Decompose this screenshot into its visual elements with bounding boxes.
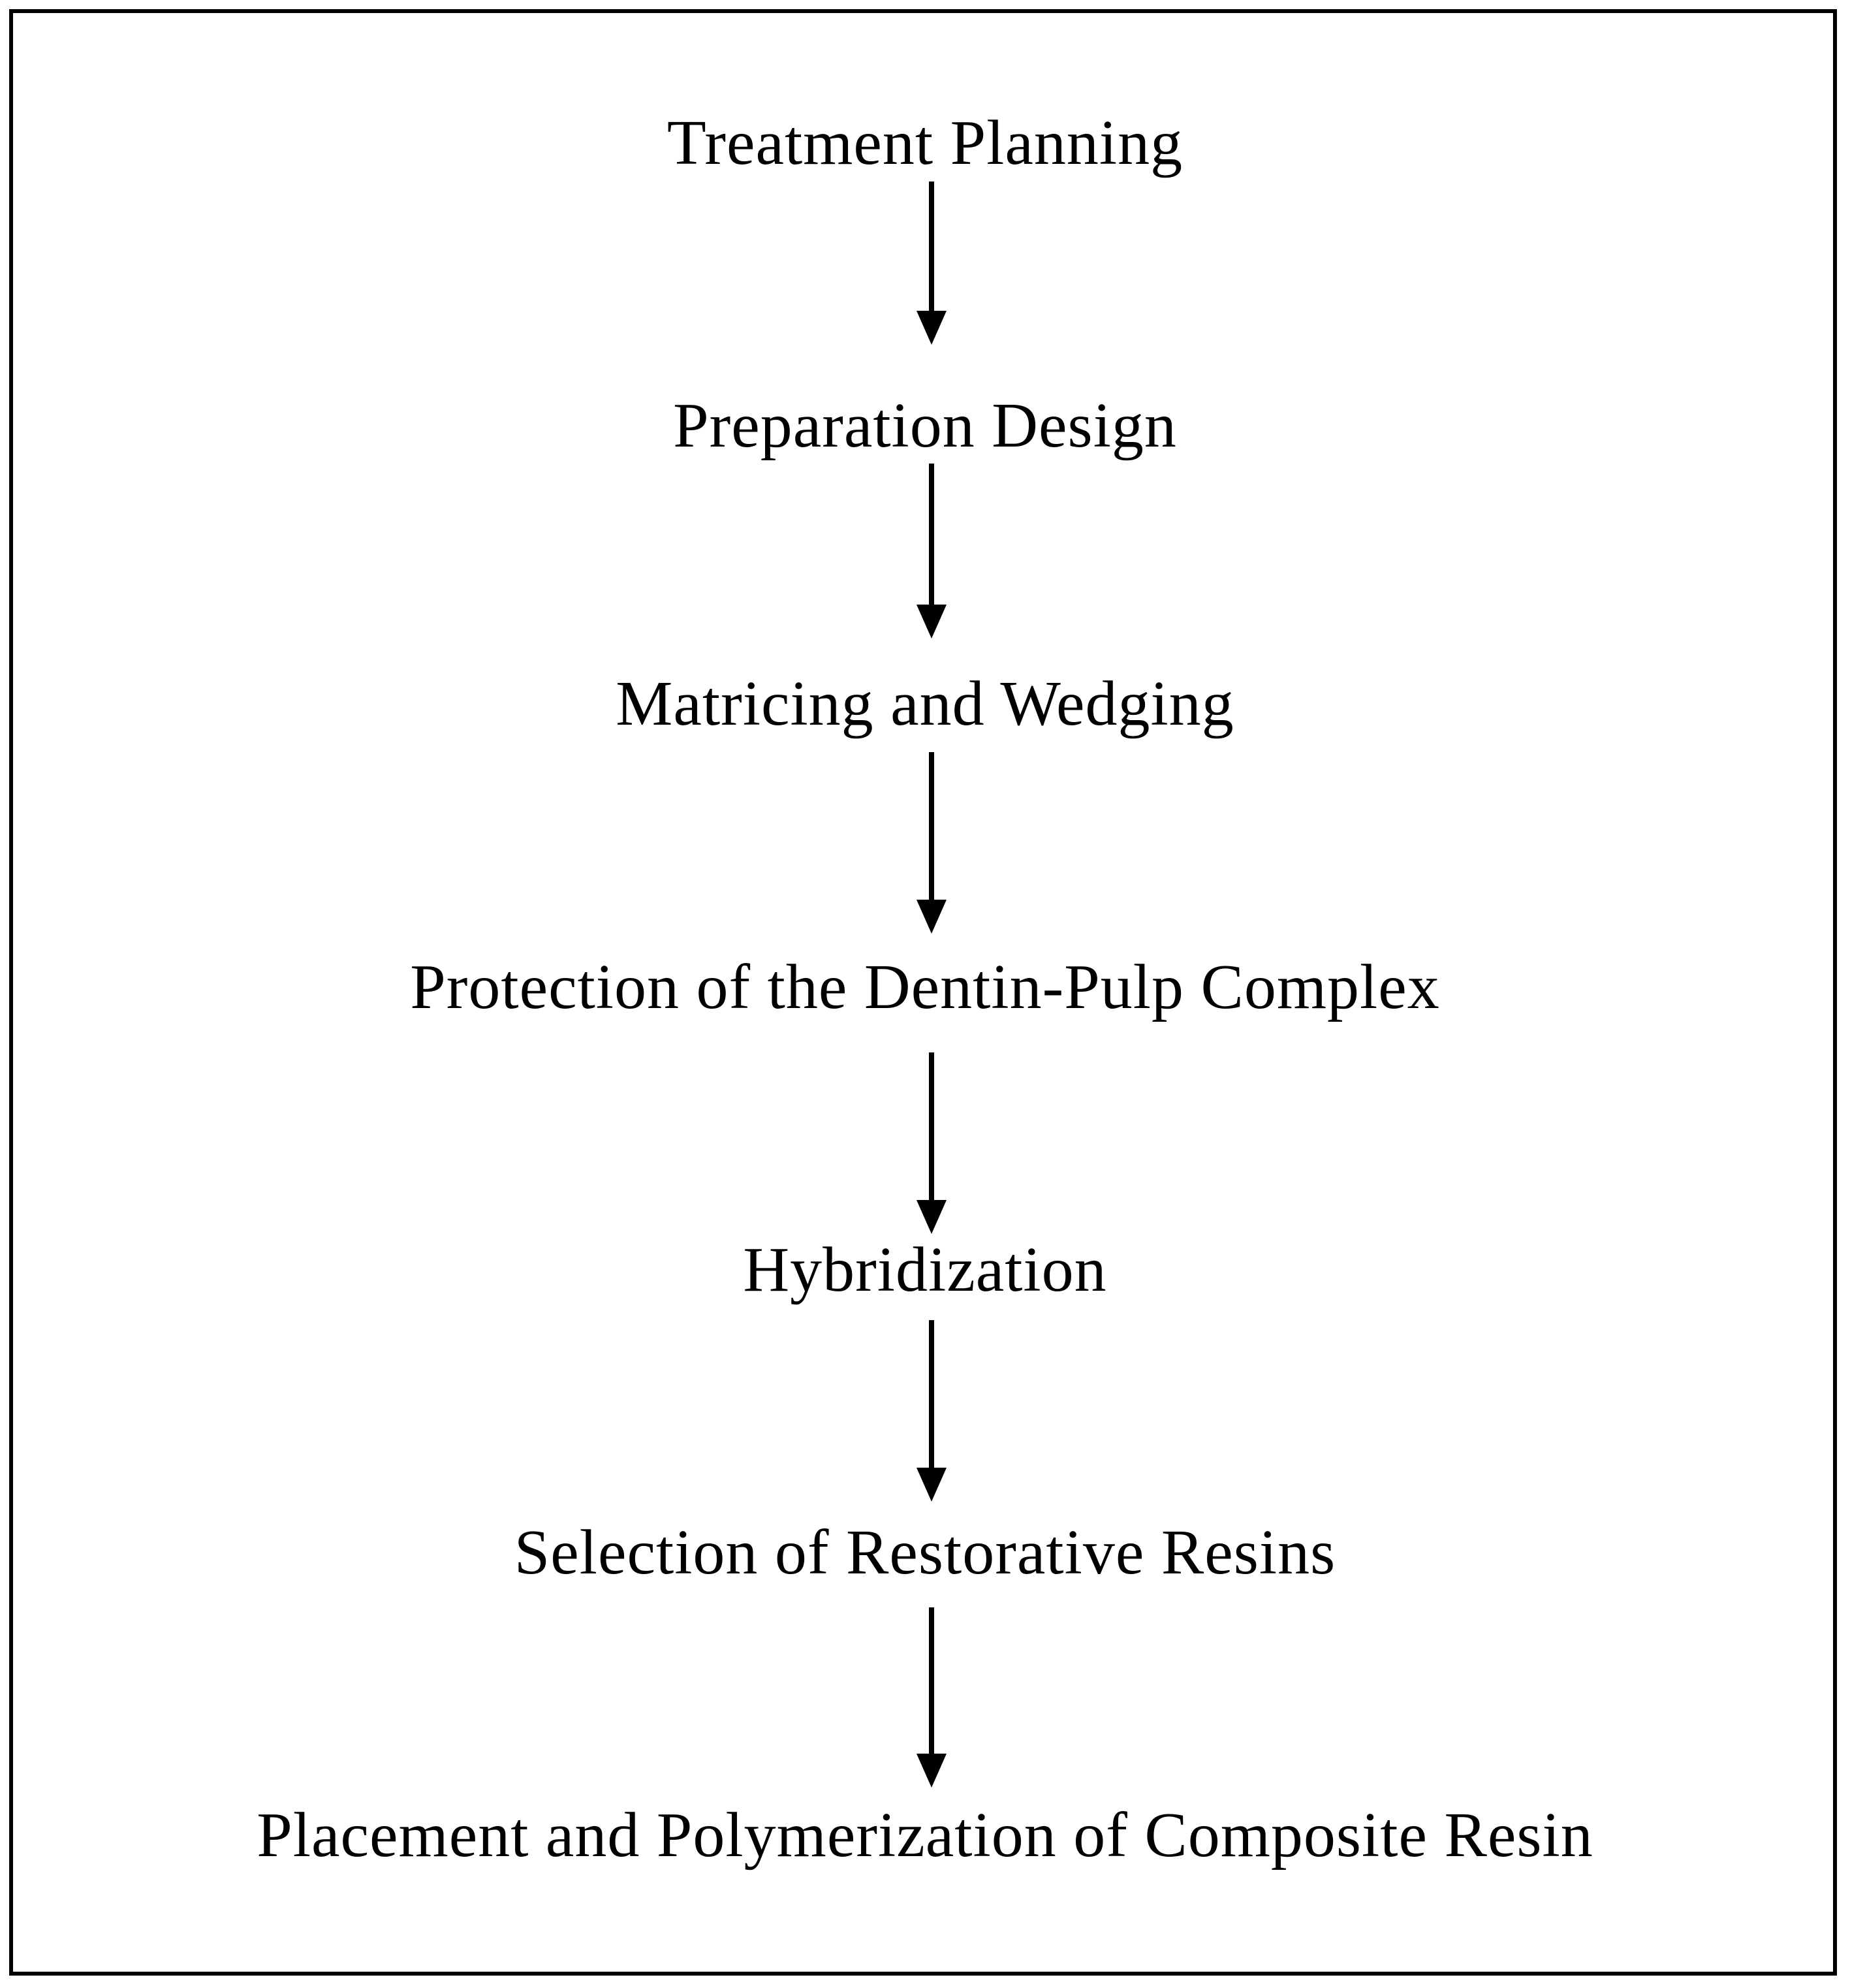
arrow-6	[917, 1607, 947, 1788]
arrow-4	[917, 1052, 947, 1234]
arrow-3	[917, 752, 947, 934]
step-matricing-and-wedging: Matricing and Wedging	[616, 669, 1234, 739]
arrow-2	[917, 464, 947, 639]
step-placement-polymerization: Placement and Polymerization of Composite Resin	[257, 1800, 1593, 1870]
arrow-5	[917, 1320, 947, 1502]
step-preparation-design: Preparation Design	[673, 390, 1177, 461]
step-protection-dentin-pulp-complex: Protection of the Dentin-Pulp Complex	[410, 952, 1440, 1022]
step-treatment-planning: Treatment Planning	[666, 108, 1184, 178]
arrow-1	[917, 181, 947, 345]
step-selection-restorative-resins: Selection of Restorative Resins	[514, 1517, 1336, 1588]
step-hybridization: Hybridization	[743, 1235, 1107, 1305]
